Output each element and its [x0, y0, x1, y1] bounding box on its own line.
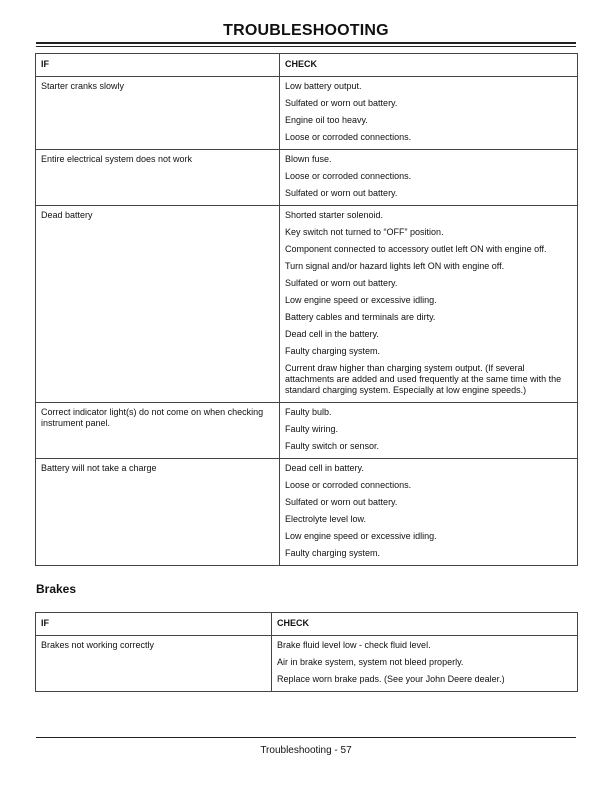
- check-cell: [280, 150, 578, 206]
- check-item: Loose or corroded connections.: [285, 132, 412, 142]
- check-item: Faulty charging system.: [285, 548, 381, 558]
- table-header-row: [36, 54, 578, 77]
- check-item: Replace worn brake pads. (See your John Deere dealer.): [277, 674, 505, 684]
- check-item: Component connected to accessory outlet left ON with engine off.: [285, 244, 547, 254]
- check-cell: [280, 403, 578, 459]
- check-cell: [280, 77, 578, 150]
- if-cell: Starter cranks slowly: [36, 77, 280, 150]
- if-header: IF: [36, 613, 272, 636]
- check-item: Faulty charging system.: [285, 346, 381, 356]
- check-item: Low engine speed or excessive idling.: [285, 531, 437, 541]
- check-item: Shorted starter solenoid.: [285, 210, 384, 220]
- check-item: Electrolyte level low.: [285, 514, 367, 524]
- troubleshooting-table: [35, 53, 578, 566]
- if-cell: Brakes not working correctly: [36, 636, 272, 692]
- check-item: Turn signal and/or hazard lights left ON with engine off.: [285, 261, 505, 271]
- check-cell: [272, 636, 578, 692]
- check-item: Air in brake system, system not bleed properly.: [277, 657, 464, 667]
- table-header-row: [36, 613, 578, 636]
- if-cell: Battery will not take a charge: [36, 459, 280, 566]
- check-item: Sulfated or worn out battery.: [285, 188, 398, 198]
- check-item: Low engine speed or excessive idling.: [285, 295, 437, 305]
- table-row: [36, 150, 578, 206]
- check-item: Brake fluid level low - check fluid level.: [277, 640, 431, 650]
- check-cell: [280, 206, 578, 403]
- check-header: CHECK: [280, 54, 578, 77]
- check-item: Engine oil too heavy.: [285, 115, 368, 125]
- check-item: Dead cell in battery.: [285, 463, 364, 473]
- check-item: Faulty wiring.: [285, 424, 339, 434]
- check-item: Key switch not turned to “OFF” position.: [285, 227, 444, 237]
- check-item: Battery cables and terminals are dirty.: [285, 312, 436, 322]
- check-item: Loose or corroded connections.: [285, 480, 412, 490]
- table-row: [36, 206, 578, 403]
- if-cell: Entire electrical system does not work: [36, 150, 280, 206]
- if-cell: Correct indicator light(s) do not come on when checking instrument panel.: [36, 403, 280, 459]
- table-row: [36, 403, 578, 459]
- check-item: Faulty bulb.: [285, 407, 332, 417]
- if-header: IF: [36, 54, 280, 77]
- check-item: Sulfated or worn out battery.: [285, 497, 398, 507]
- check-cell: [280, 459, 578, 566]
- brakes-table: [35, 612, 578, 692]
- brakes-heading: Brakes: [36, 582, 77, 596]
- table-row: [36, 636, 578, 692]
- check-item: Sulfated or worn out battery.: [285, 98, 398, 108]
- table-row: [36, 77, 578, 150]
- footer-rule: [36, 737, 576, 738]
- page-footer: Troubleshooting - 57: [260, 745, 352, 756]
- check-item: Current draw higher than charging system output. (If several attachments are added and used frequently at the same time with the standard charging system. Especially at low engine speeds.): [285, 363, 562, 395]
- table-row: [36, 459, 578, 566]
- check-header: CHECK: [272, 613, 578, 636]
- check-item: Loose or corroded connections.: [285, 171, 412, 181]
- check-item: Blown fuse.: [285, 154, 332, 164]
- check-item: Sulfated or worn out battery.: [285, 278, 398, 288]
- page-title: TROUBLESHOOTING: [223, 22, 389, 39]
- if-cell: Dead battery: [36, 206, 280, 403]
- check-item: Dead cell in the battery.: [285, 329, 379, 339]
- check-item: Low battery output.: [285, 81, 362, 91]
- title-rule: [36, 42, 576, 44]
- title-rule-thin: [36, 46, 576, 47]
- check-item: Faulty switch or sensor.: [285, 441, 380, 451]
